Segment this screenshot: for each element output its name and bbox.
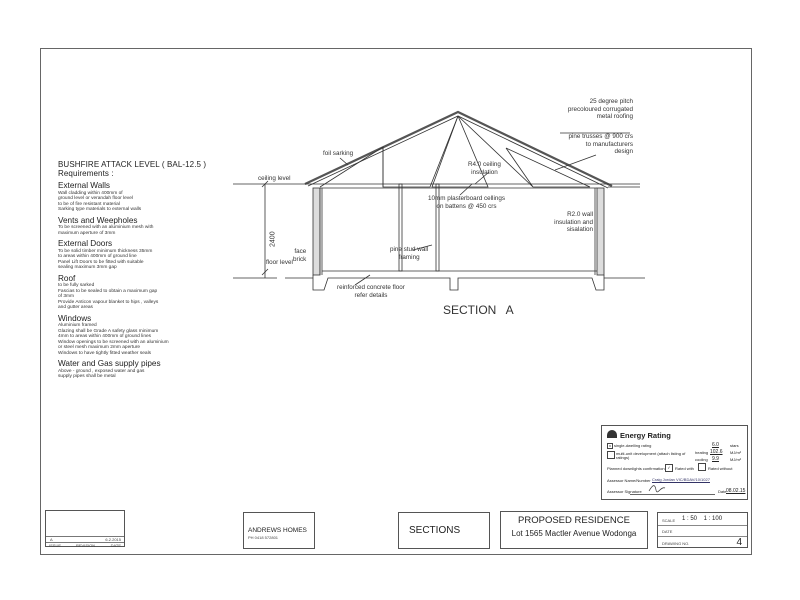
- note-line: 4mm to areas within 400mm of ground lines: [58, 334, 152, 340]
- builder-phone: PH 0418 572801: [248, 535, 279, 540]
- note-heading: External Doors: [58, 239, 113, 249]
- cooling-label: cooling: [695, 457, 708, 462]
- concrete-floor-label: reinforced concrete floor refer details: [337, 284, 405, 299]
- note-line: or steel mesh maximum 2mm aperture: [58, 345, 141, 351]
- note-line: to areas within 400mm of ground line: [58, 254, 137, 260]
- roofing-label: 25 degree pitch precoloured corrugated metal roofing: [567, 98, 633, 121]
- plasterboard-label: 10mm plasterboard cellings on battens @ 450 crs: [428, 195, 505, 210]
- note-line: Glazing shall be Grade A safety glass minimum: [58, 328, 159, 334]
- drawing-no-label: DRAWING NO.: [662, 541, 690, 546]
- revision-header-date: DATE: [110, 543, 121, 548]
- note-line: of 3mm: [58, 294, 74, 300]
- notes-subtitle: Requirements :: [58, 169, 114, 179]
- project-address: Lot 1565 Mactler Avenue Wodonga: [511, 529, 637, 538]
- left-wall: [313, 188, 320, 275]
- downlights-label: Planned downlights confirmation: [607, 466, 665, 471]
- wall-insulation-label: R2.0 wall insulation and sisalation: [554, 211, 593, 234]
- face-brick-label: face brick: [293, 248, 307, 263]
- project-title: PROPOSED RESIDENCE: [518, 515, 630, 526]
- note-line: Sarking type materials to external walls: [58, 207, 142, 213]
- rated-with-checkbox[interactable]: ✓: [665, 464, 673, 472]
- notes-title: BUSHFIRE ATTACK LEVEL ( BAL-12.5 ): [58, 160, 207, 169]
- sheet-title-box: [398, 512, 490, 549]
- heating-label: heating: [695, 450, 709, 455]
- rated-with-label: Rated with: [675, 466, 694, 471]
- drawing-no: 4: [736, 537, 742, 548]
- rated-without-label: Rated without: [708, 466, 733, 471]
- stud-wall-label: pine stud wall framing: [390, 246, 429, 261]
- note-line: To be solid timber minimum thickness 35mm: [58, 248, 153, 254]
- trusses-label: pine trusses @ 900 crs to manufacturers design: [568, 133, 633, 156]
- note-line: Wall cladding within 400mm of: [58, 190, 123, 196]
- note-line: Fascias to be sealed to obtain a maximum gap: [58, 288, 158, 294]
- note-line: sealing maximum 3mm gap: [58, 265, 117, 271]
- dimension-2400: 2400: [269, 231, 277, 247]
- revision-box: [45, 510, 125, 547]
- signature-mark: [647, 482, 667, 494]
- note-heading: Windows: [58, 313, 92, 323]
- note-heading: Vents and Weepholes: [58, 215, 138, 225]
- builder-box: [243, 512, 315, 549]
- energy-rating-panel: [601, 425, 748, 500]
- roof-sheeting: [305, 112, 612, 186]
- date-field-label: DATE: [662, 529, 673, 534]
- single-dwelling-label: single-dwelling rating: [614, 443, 652, 448]
- assessor-label: Assessor Name/Number: [607, 478, 651, 483]
- cooling-unit: MJ/m²: [730, 457, 742, 462]
- scale-block: [657, 512, 748, 548]
- assessor-value: Craig Jordan VIC/BDAV/10/1027: [652, 477, 710, 482]
- right-wall: [597, 188, 604, 275]
- stars-unit: stars: [730, 443, 739, 448]
- date-label: Date: [718, 489, 727, 494]
- project-box: [500, 511, 648, 549]
- date-value: 08.02.15: [726, 488, 746, 494]
- heating-unit: MJ/m²: [730, 450, 742, 455]
- floor-level-label: floor level: [266, 259, 293, 266]
- section-title: SECTION A: [443, 303, 514, 317]
- note-line: To be screened with an aluminium mesh with: [58, 225, 154, 231]
- cooling-value: 9.9: [712, 456, 719, 462]
- sheet-title: SECTIONS: [409, 525, 461, 536]
- energy-logo-icon: [607, 430, 617, 438]
- note-line: supply pipes shall be metal: [58, 374, 116, 380]
- revision-header-issue: ISSUE: [49, 543, 62, 548]
- note-line: ground level or verandah floor level: [58, 196, 133, 202]
- revision-date: 6.2.2015: [105, 537, 121, 542]
- ceiling-level-label: ceiling level: [258, 175, 291, 182]
- note-line: and gutter areas: [58, 305, 93, 311]
- heating-value: 102.6: [710, 449, 723, 455]
- note-line: Aluminium framed: [58, 323, 97, 329]
- signature-label: Assessor Signature: [607, 489, 642, 494]
- builder-name: ANDREWS HOMES: [248, 527, 307, 534]
- single-dwelling-checkbox[interactable]: x: [609, 443, 611, 448]
- multi-unit-label: multi-unit development (attach listing of ratings): [616, 451, 686, 460]
- note-line: Provide Anticon vapour blanket to hips , valleys: [58, 299, 159, 305]
- note-line: Windows to have tightly fitted weather seals: [58, 350, 152, 356]
- ceiling-insulation-label: R4.0 ceiling insulation: [468, 161, 501, 176]
- note-line: maximum aperture of 3mm: [58, 230, 116, 236]
- note-line: Above - ground , exposed water and gas: [58, 368, 145, 374]
- note-heading: Water and Gas supply pipes: [58, 359, 161, 369]
- note-line: Window openings to be screened with an aluminium: [58, 339, 169, 345]
- foil-sarking-label: foil sarking: [323, 150, 354, 157]
- scale-label: SCALE: [662, 518, 676, 523]
- note-heading: External Walls: [58, 181, 111, 191]
- scale-values: 1 : 50 1 : 100: [682, 516, 723, 522]
- energy-title: Energy Rating: [620, 431, 671, 440]
- stars-value: 6.0: [712, 442, 719, 448]
- note-line: to be of fire resistant material: [58, 201, 120, 207]
- multi-unit-checkbox[interactable]: [607, 451, 615, 459]
- revision-issue: A: [50, 537, 53, 542]
- note-line: Panel Lift Doors to be fitted with suitable: [58, 259, 144, 265]
- rated-without-checkbox[interactable]: [698, 463, 706, 471]
- revision-header-revision: REVISION: [76, 543, 96, 548]
- note-heading: Roof: [58, 273, 76, 283]
- note-line: to be fully sarked: [58, 283, 95, 289]
